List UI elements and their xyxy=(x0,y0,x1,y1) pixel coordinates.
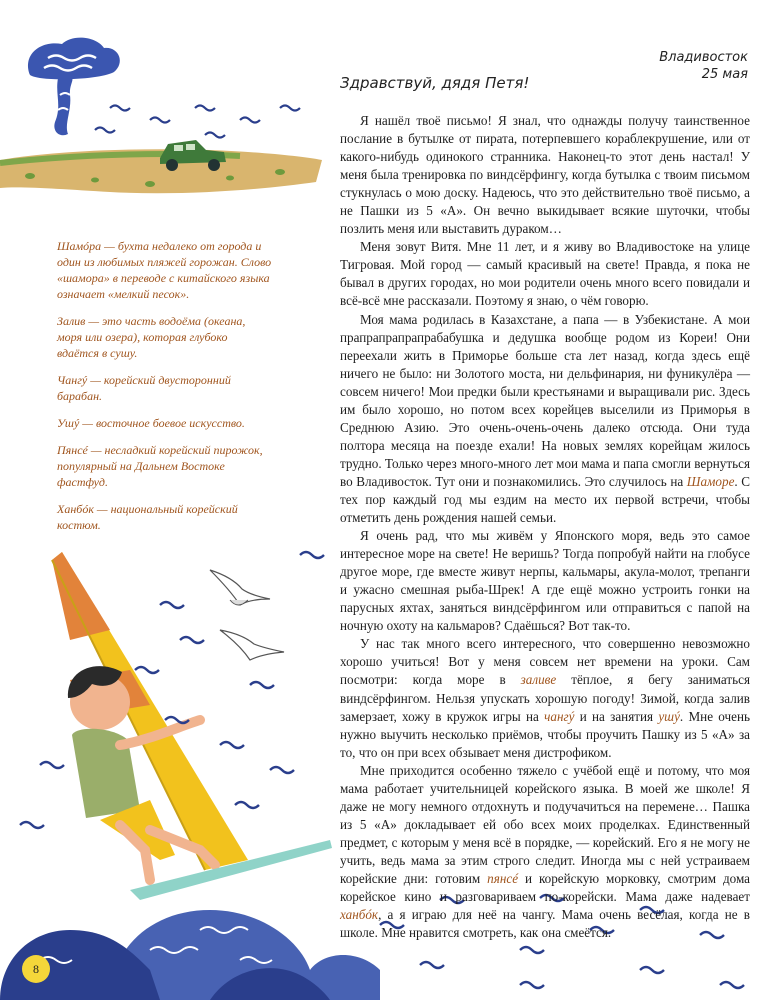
paragraph-text: Мне приходится особенно тяжело с учёбой ещё и потому, что моя мама работает учительницей корейского языка. В моей же школе! Я даже не могу немного отдохнуть и подучачиться на перемене… Пашка из 5 «А» докладывает ей обо всех моих проделках. Единственный предмет, с которым у меня всё в порядке, — корейский. Его я не могу не учить, ведь мама за этим строго следит. Иногда мы с ней устраиваем корейские дни: готовим xyxy=(340,762,750,886)
paragraph-text: и на занятия xyxy=(574,708,659,724)
letter-greeting: Здравствуй, дядя Петя! xyxy=(340,74,530,92)
letter-paragraph xyxy=(340,527,750,635)
letter-paragraph xyxy=(340,311,750,528)
glossary-entry: Ушý — восточное боевое искусство. xyxy=(57,416,245,430)
page-number: 8 xyxy=(22,955,50,983)
letter-paragraph xyxy=(340,762,750,942)
glossary-term: Шаморе xyxy=(686,473,735,489)
letter-paragraph xyxy=(340,112,750,238)
paragraph-text: Меня зовут Витя. Мне 11 лет, и я живу во Владивостоке на улице Тигровая. Мой город — самый красивый на свете! Правда, я пока не бывал в других городах, но мои родители очень много всего повидали и всё-всё мне рассказали. Поэтому я знаю, о чём говорю. xyxy=(340,239,750,309)
glossary-entry: Шамóра — бухта недалеко от города и один из любимых пляжей горожан. Слово «шамора» в переводе с китайского языка означает «мелкий песок». xyxy=(57,239,272,301)
illustration-car-on-beach xyxy=(0,0,330,215)
glossary-term: пянсé xyxy=(487,870,519,886)
letter-body xyxy=(340,112,750,942)
glossary-term: чангý xyxy=(544,708,575,724)
glossary-notes xyxy=(57,238,272,544)
sky-birds xyxy=(95,106,300,138)
glossary-term: ушý xyxy=(658,708,680,724)
paragraph-text: . С тех пор каждый год мы ездим на место их первой встречи, чтобы отметить день рождения нашей семьи. xyxy=(340,473,750,526)
paragraph-text: Я нашёл твоё письмо! Я знал, что однажды получу таинственное послание в бутылке от пирата, потерпевшего кораблекрушение, или от какого-нибудь одинокого странника. Наконец-то этот день настал! У меня была тренировка по виндсёрфингу, когда бутылка с твоим письмом стукнулась о мою доску. Надеюсь, что это действительно твоё письмо, а не Пашки из 5 «А». Он вечно выкидывает всякие шуточки, чтобы позлить меня или выставить дураком… xyxy=(340,113,750,237)
glossary-entry: Залив — это часть водоёма (океана, моря или озера), которая глубоко вдаётся в сушу. xyxy=(57,314,246,360)
ocean-waves xyxy=(0,910,380,1000)
seagulls xyxy=(210,570,284,660)
letter-date: 25 мая xyxy=(701,67,748,82)
letter-paragraph xyxy=(340,635,750,761)
glossary-term: ханбóк xyxy=(340,907,379,923)
paragraph-text: тёплое, я бегу заниматься виндсёрфингом. Нельзя упускать хорошую погоду! Зимой, когда залив замерзает, хожу в кружок игры на xyxy=(340,672,750,724)
place-date xyxy=(659,49,748,83)
glossary-entry: Чангý — корейский двусторонний барабан. xyxy=(57,373,231,403)
letter-place: Владивосток xyxy=(659,50,748,65)
paragraph-text: и корейскую морковку, смотрим дома корейское кино и разговариваем по-корейски. Мама даже надевает xyxy=(340,870,751,905)
glossary-entry: Пянсé — несладкий корейский пирожок, популярный на Дальнем Востоке фастфуд. xyxy=(57,443,263,489)
paragraph-text: Я очень рад, что мы живём у Японского моря, ведь это самое интересное море на свете! Не веришь? Тогда попробуй найти на глобусе другое море, где вместе живут нерпы, кальмары, акула-молот, трепанги и ужасно смешная рыба-Шрек! А где ещё можно устроить гонки на парусных яхтах, заняться виндсёрфингом или отправиться с папой на ночную охоту на кальмаров? Сдаёшься? Вот так-то. xyxy=(340,528,750,634)
paragraph-text: , а я играю для неё на чангу. Мама очень весёлая, когда не в школе. Мне нравится смотреть, как она смеётся. xyxy=(340,907,750,941)
letter-paragraph xyxy=(340,238,750,310)
paragraph-text: Моя мама родилась в Казахстане, а папа — в Узбекистане. А мои прапрапрапрапрабабушка и дедушка вообще родом из Кореи! Они переехали жить в Приморье больше ста лет назад, когда здесь ещё ничего не было: ни Золотого моста, ни дельфинария, ни фуникулёра — совсем ничего! Мои предки были крестьянами и выращивали рис. Здесь им было хорошо, но потом всех корейцев выселили из Приморья в Среднюю Азию. Это очень-очень-очень далеко отсюда. Они туда полтора месяца на поезде ехали! На новых землях корейцам жилось трудно. Только через много-много лет мои мама и папа смогли вернуться во Владивосток. Тут они и познакомились. Это случилось на xyxy=(340,311,750,489)
glossary-entry: Ханбóк — национальный корейский костюм. xyxy=(57,502,238,532)
glossary-term: заливе xyxy=(520,672,557,688)
splash-cloud xyxy=(28,38,120,136)
paragraph-text: У нас так много всего интересного, что совершенно невозможно хорошо учиться! Вот у меня совсем нет времени на уроки. Сам посмотри: когда море в xyxy=(340,636,750,688)
paragraph-text: . Мне очень нужно выучить несколько приёмов, чтобы проучить Пашку из 5 «А» за то, что он при всех обзывает меня дистрофиком. xyxy=(340,708,750,760)
